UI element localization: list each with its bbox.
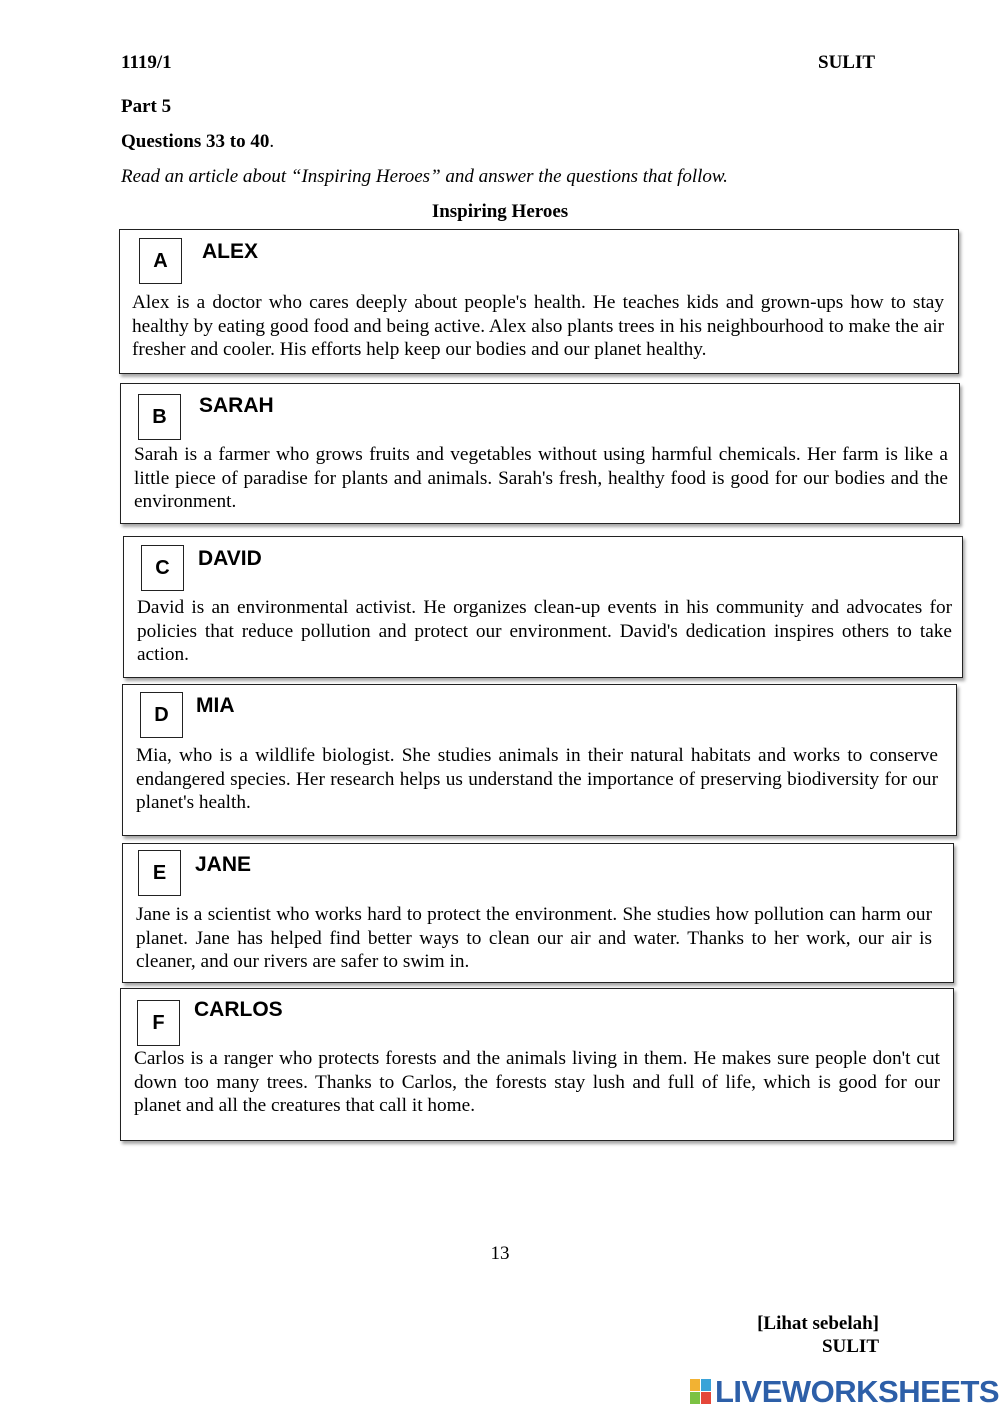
hero-letter-box: B	[138, 394, 181, 440]
hero-card-f	[120, 988, 954, 1141]
hero-name: SARAH	[199, 394, 274, 417]
hero-letter-box: C	[141, 545, 184, 591]
hero-card-e	[122, 843, 954, 983]
hero-description: Sarah is a farmer who grows fruits and vegetables without using harmful chemicals. Her farm is like a little piece of paradise for plants and animals. Sarah's fresh, healthy food is good for our bodies and the environment.	[134, 444, 948, 512]
hero-name: ALEX	[202, 240, 259, 263]
next-page-note: [Lihat sebelah]	[757, 1313, 879, 1334]
hero-description: David is an environmental activist. He organizes clean-up events in his community and advocates for policies that reduce pollution and protect our environment. David's dedication inspires others to take action.	[137, 597, 952, 665]
liveworksheets-icon	[690, 1379, 712, 1405]
questions-range	[121, 131, 274, 153]
confidential-label: SULIT	[818, 52, 876, 73]
hero-letter-box: E	[138, 850, 181, 896]
hero-description: Carlos is a ranger who protects forests and the animals living in them. He makes sure people don't cut down too many trees. Thanks to Carlos, the forests stay lush and full of life, which is good for our planet and all the creatures that call it home.	[134, 1048, 940, 1116]
questions-period: .	[269, 131, 275, 152]
questions-label: Questions 33 to 40	[121, 131, 270, 152]
hero-card-a	[119, 229, 959, 374]
hero-name: CARLOS	[194, 998, 283, 1021]
hero-name: MIA	[196, 694, 235, 717]
hero-letter-box: F	[137, 1000, 180, 1046]
hero-card-c	[123, 536, 963, 678]
footer-confidential-label: SULIT	[821, 1336, 879, 1357]
article-title: Inspiring Heroes	[431, 201, 569, 222]
hero-description: Alex is a doctor who cares deeply about people's health. He teaches kids and grown-ups how to stay healthy by eating good food and being active. Alex also plants trees in his neighbourhood to make the air fresher and cooler. His efforts help keep our bodies and our planet healthy.	[132, 292, 944, 360]
hero-card-d	[122, 684, 957, 836]
page-number: 13	[490, 1243, 510, 1264]
hero-name: JANE	[195, 853, 252, 876]
liveworksheets-logo[interactable]	[690, 1374, 999, 1410]
hero-description: Jane is a scientist who works hard to protect the environment. She studies how pollution can harm our planet. Jane has helped find better ways to clean our air and water. Thanks to her work, our air is cleaner, and our rivers are safer to swim in.	[136, 904, 932, 972]
hero-description: Mia, who is a wildlife biologist. She studies animals in their natural habitats and works to conserve endangered species. Her research helps us understand the importance of preserving biodiversity for our planet's health.	[136, 745, 938, 813]
hero-card-b	[120, 383, 960, 524]
part-heading: Part 5	[121, 96, 172, 117]
hero-letter-box: A	[139, 238, 182, 284]
hero-name: DAVID	[198, 547, 262, 570]
hero-letter-box: D	[140, 692, 183, 738]
exam-code: 1119/1	[121, 52, 172, 73]
instruction-text: Read an article about “Inspiring Heroes” and answer the questions that follow.	[121, 166, 728, 187]
liveworksheets-wordmark: LIVEWORKSHEETS	[715, 1374, 1000, 1409]
